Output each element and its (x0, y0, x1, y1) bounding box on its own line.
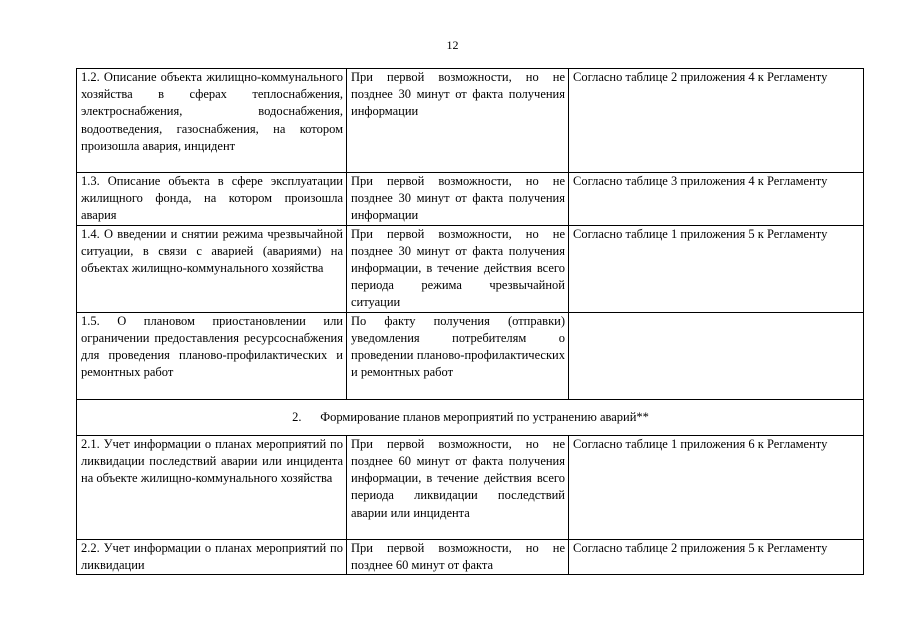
table-row (77, 435, 864, 539)
table-row (77, 225, 864, 312)
deadline-cell: При первой возможности, но не позднее 60 минут от факта (347, 539, 569, 574)
item-description-cell: 1.2. Описание объекта жилищно-коммунального хозяйства в сферах теплоснабжения, электроснабжения, водоснабжения, водоотведения, газоснабжения, на котором произошла авария, инцидент (77, 69, 347, 173)
deadline-cell: При первой возможности, но не позднее 60 минут от факта получения информации, в течение действия всего периода ликвидации последствий аварии или инцидента (347, 435, 569, 539)
deadline-cell: При первой возможности, но не позднее 30 минут от факта получения информации (347, 173, 569, 226)
table-row (77, 69, 864, 173)
deadline-cell: При первой возможности, но не позднее 30 минут от факта получения информации (347, 69, 569, 173)
item-description-cell: 1.5. О плановом приостановлении или ограничении предоставления ресурсоснабжения для проведения планово-профилактических и ремонтных работ (77, 312, 347, 399)
section-heading-row (77, 399, 864, 435)
section-title: Формирование планов мероприятий по устранению аварий** (320, 409, 649, 424)
table-row (77, 539, 864, 574)
item-description-cell: 1.4. О введении и снятии режима чрезвычайной ситуации, в связи с аварией (авариями) на объектах жилищно-коммунального хозяйства (77, 225, 347, 312)
table-row (77, 312, 864, 399)
item-description-cell: 2.2. Учет информации о планах мероприятий по ликвидации (77, 539, 347, 574)
form-reference-cell: Согласно таблице 3 приложения 4 к Регламенту (569, 173, 864, 226)
item-description-cell: 1.3. Описание объекта в сфере эксплуатации жилищного фонда, на котором произошла авария (77, 173, 347, 226)
section-heading (77, 399, 864, 435)
form-reference-cell: Согласно таблице 1 приложения 5 к Регламенту (569, 225, 864, 312)
deadline-cell: При первой возможности, но не позднее 30 минут от факта получения информации, в течение действия всего периода режима чрезвычайной ситуации (347, 225, 569, 312)
form-reference-cell: Согласно таблице 1 приложения 6 к Регламенту (569, 435, 864, 539)
regulation-table (76, 68, 864, 575)
form-reference-cell (569, 312, 864, 399)
section-number: 2. (292, 409, 302, 424)
page-number: 12 (446, 38, 459, 52)
table-row (77, 173, 864, 226)
form-reference-cell: Согласно таблице 2 приложения 4 к Регламенту (569, 69, 864, 173)
form-reference-cell: Согласно таблице 2 приложения 5 к Регламенту (569, 539, 864, 574)
item-description-cell: 2.1. Учет информации о планах мероприятий по ликвидации последствий аварии или инцидента на объекте жилищно-коммунального хозяйства (77, 435, 347, 539)
deadline-cell: По факту получения (отправки) уведомления потребителям о проведении планово-профилактических и ремонтных работ (347, 312, 569, 399)
